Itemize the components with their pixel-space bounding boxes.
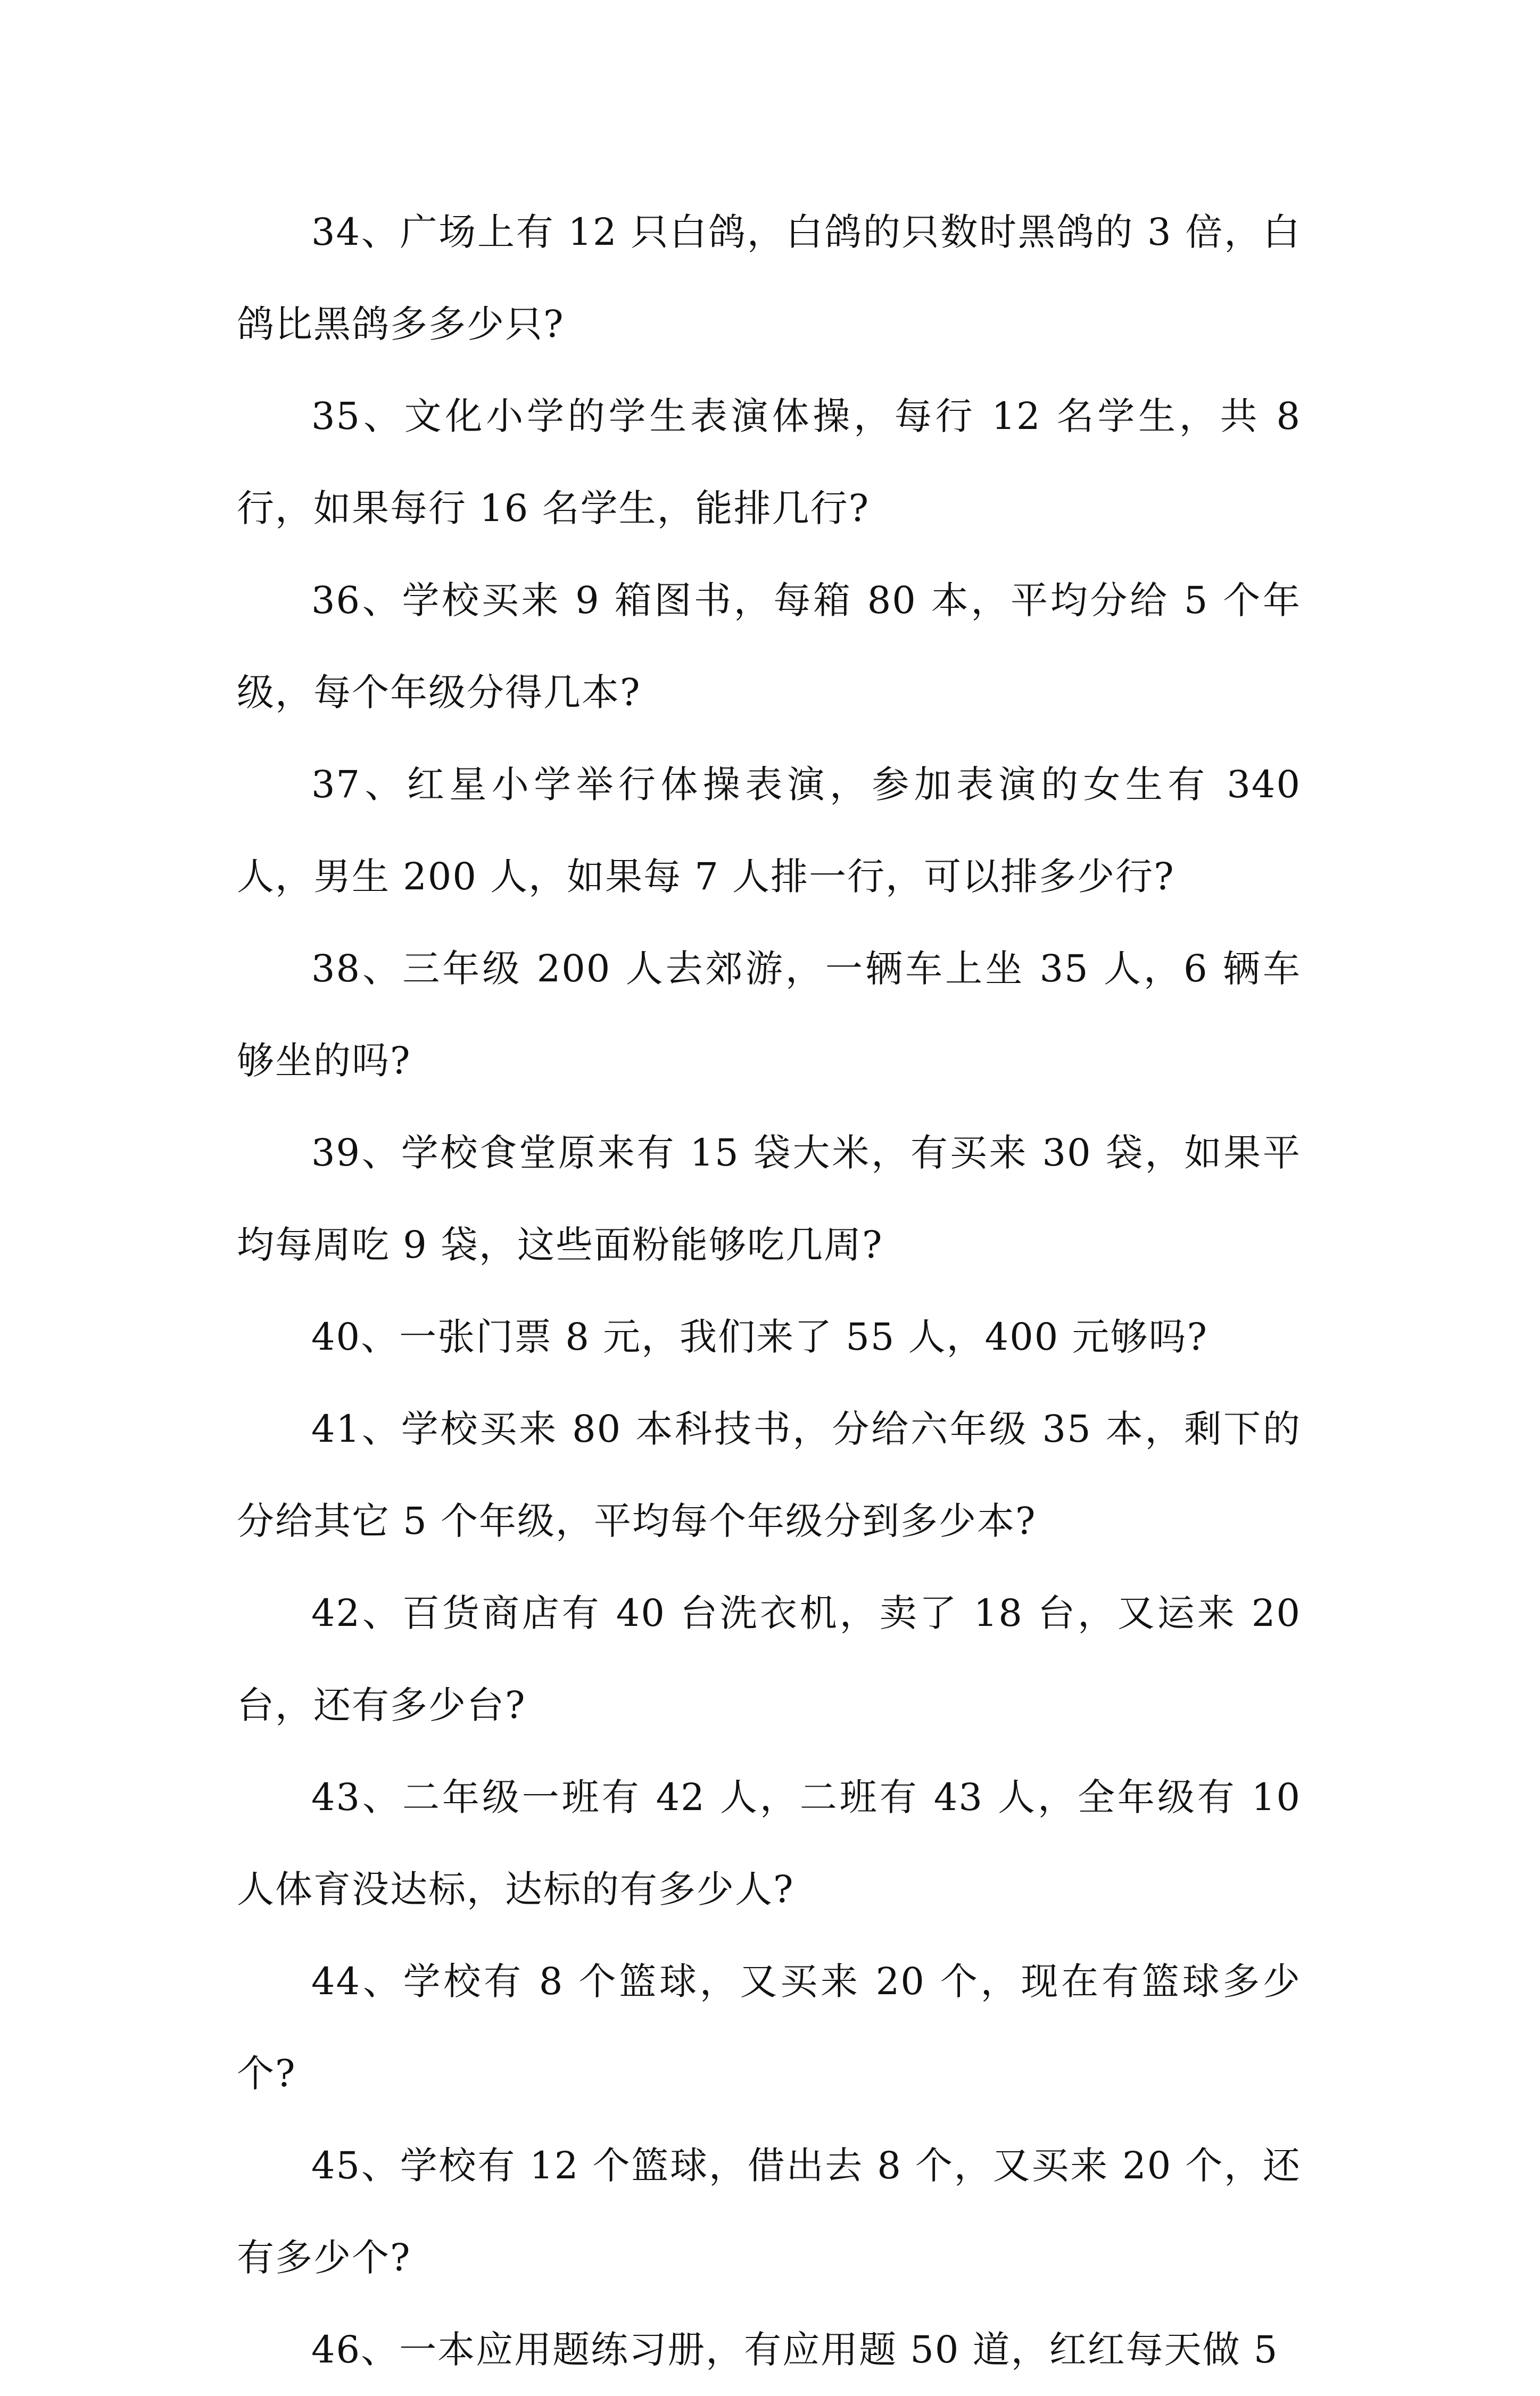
problem-43: 43、二年级一班有 42 人，二班有 43 人，全年级有 10 人体育没达标，达标的有多少人? <box>237 1775 1301 1911</box>
problem-34: 34、广场上有 12 只白鸽，白鸽的只数时黑鸽的 3 倍，白鸽比黑鸽多多少只? <box>237 210 1301 346</box>
problem-37: 37、红星小学举行体操表演，参加表演的女生有 340 人，男生 200 人，如果每 7 人排一行，可以排多少行? <box>237 763 1301 898</box>
problem-46: 46、一本应用题练习册，有应用题 50 道，红红每天做 5 <box>311 2328 1279 2372</box>
problem-41: 41、学校买来 80 本科技书，分给六年级 35 本，剩下的分给其它 5 个年级，平均每个年级分到多少本? <box>237 1407 1301 1543</box>
problem-35: 35、文化小学的学生表演体操，每行 12 名学生，共 8 行，如果每行 16 名学生，能排几行? <box>237 394 1301 530</box>
problem-39: 39、学校食堂原来有 15 袋大米，有买来 30 袋，如果平均每周吃 9 袋，这些面粉能够吃几周? <box>237 1131 1301 1267</box>
problem-44: 44、学校有 8 个篮球，又买来 20 个，现在有篮球多少个? <box>237 1960 1301 2095</box>
problem-list <box>237 186 1301 2396</box>
problem-42: 42、百货商店有 40 台洗衣机，卖了 18 台，又运来 20 台，还有多少台? <box>237 1591 1301 1727</box>
problem-40: 40、一张门票 8 元，我们来了 55 人，400 元够吗? <box>311 1315 1208 1359</box>
problem-38: 38、三年级 200 人去郊游，一辆车上坐 35 人，6 辆车够坐的吗? <box>237 947 1301 1083</box>
problem-36: 36、学校买来 9 箱图书，每箱 80 本，平均分给 5 个年级，每个年级分得几本? <box>237 579 1301 714</box>
problem-45: 45、学校有 12 个篮球，借出去 8 个，又买来 20 个，还有多少个? <box>237 2144 1301 2279</box>
